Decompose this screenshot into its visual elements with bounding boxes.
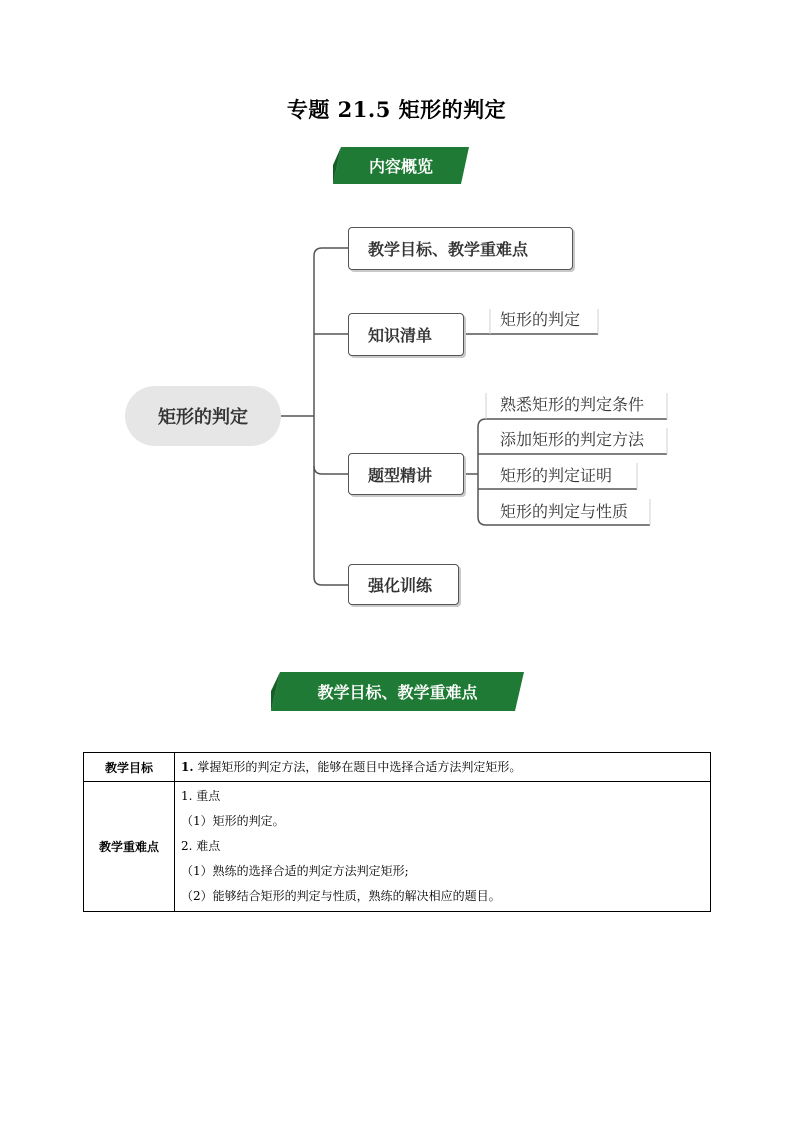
branch-knowledge	[348, 313, 464, 356]
branch-goals	[348, 227, 573, 270]
leaf-knowledge-1: 矩形的判定	[500, 310, 581, 329]
overview-banner-label: 内容概览	[368, 157, 433, 176]
branch-label: 知识清单	[368, 326, 433, 345]
leaf-question-2: 添加矩形的判定方法	[500, 430, 645, 449]
connector-branch-3	[314, 466, 348, 474]
difficulty-heading: 2. 难点	[181, 839, 221, 853]
row-content	[175, 753, 711, 782]
branch-label: 教学目标、教学重难点	[368, 240, 529, 259]
goals-banner	[271, 672, 524, 711]
page-title: 专题 21.5 矩形的判定	[286, 97, 507, 122]
teaching-goals-table	[83, 752, 711, 912]
leaf-question-3: 矩形的判定证明	[500, 466, 613, 485]
branch-label: 强化训练	[368, 576, 433, 595]
goal-number: 1.	[181, 760, 194, 774]
goals-banner-label: 教学目标、教学重难点	[317, 683, 478, 702]
row-label: 教学重难点	[84, 782, 175, 912]
row-content	[175, 782, 711, 912]
leaf-question-1: 熟悉矩形的判定条件	[500, 395, 645, 414]
table-row	[84, 753, 711, 782]
difficulty-item: （1）熟练的选择合适的判定方法判定矩形;	[181, 864, 409, 878]
leaf-question-4: 矩形的判定与性质	[500, 502, 629, 521]
table-row	[84, 782, 711, 912]
connector-trunk	[314, 248, 322, 585]
row-label: 教学目标	[84, 753, 175, 782]
branch-question-types	[348, 453, 464, 495]
mind-map-root: 矩形的判定	[125, 386, 281, 446]
branch-label: 题型精讲	[368, 465, 433, 485]
difficulty-item: （2）能够结合矩形的判定与性质，熟练的解决相应的题目。	[181, 889, 501, 903]
connector-branch-3-trunk	[478, 419, 486, 525]
key-heading: 1. 重点	[181, 789, 221, 803]
branch-training	[348, 564, 459, 605]
key-item: （1）矩形的判定。	[181, 814, 285, 828]
goal-text: 掌握矩形的判定方法，能够在题目中选择合适方法判定矩形。	[197, 760, 522, 774]
